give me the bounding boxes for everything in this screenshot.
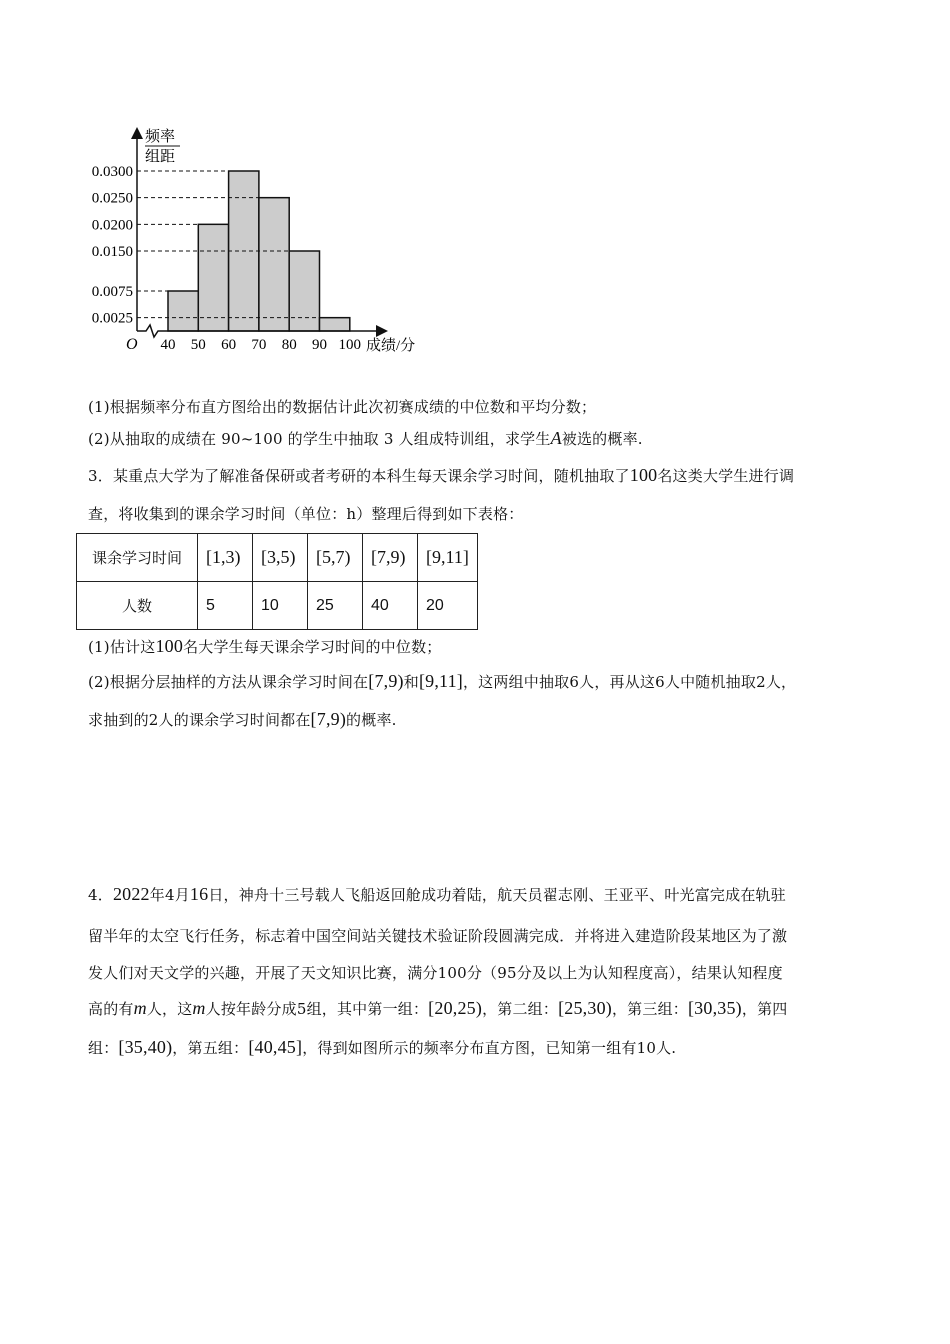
x-tick-label: 70 xyxy=(251,337,267,353)
x-tick-label: 60 xyxy=(221,337,237,353)
row-header: 人数 xyxy=(77,582,198,630)
y-axis-label-numerator: 频率 xyxy=(145,129,176,145)
study-time-table xyxy=(76,533,478,630)
table-row-intervals: 课余学习时间 [1,3) [3,5) [5,7) [7,9) [9,11] xyxy=(77,534,478,582)
q3-part2-line2: 求抽到的2人的课余学习时间都在[7,9)的概率. xyxy=(88,709,397,729)
frequency-histogram xyxy=(0,0,950,370)
y-tick-label: 0.0300 xyxy=(91,164,133,180)
histogram-bar xyxy=(259,198,289,331)
q4-line5: 组：[35,40)，第五组：[40,45]，得到如图所示的频率分布直方图，已知第一组有10人. xyxy=(88,1037,677,1057)
q4-line3: 发人们对天文学的兴趣，开展了天文知识比赛，满分100分（95分及以上为认知程度高），结果认知程度 xyxy=(88,964,783,982)
q4-line1: 4．2022年4月16日，神舟十三号载人飞船返回舱成功着陆，航天员翟志刚、王亚平、叶光富完成在轨驻 xyxy=(88,884,786,904)
x-tick-label: 40 xyxy=(160,337,176,353)
q3-intro-line1: 3．某重点大学为了解准备保研或者考研的本科生每天课余学习时间，随机抽取了100名这类大学生进行调 xyxy=(88,465,795,485)
y-axis-label-denominator: 组距 xyxy=(145,149,176,165)
y-tick-label: 0.0200 xyxy=(91,217,133,234)
q4-line4: 高的有m人，这m人按年龄分成5组，其中第一组：[20,25)，第二组：[25,30)，第三组：[30,35)，第四 xyxy=(88,998,788,1018)
variable-A: A xyxy=(550,428,562,448)
histogram-bar xyxy=(320,318,350,331)
table-row-counts: 人数 5 10 25 40 20 xyxy=(77,582,478,630)
x-tick-label: 100 xyxy=(338,337,362,353)
x-tick-label: 80 xyxy=(281,337,297,353)
q3-intro-line2: 查，将收集到的课余学习时间（单位：h）整理后得到如下表格： xyxy=(88,505,524,523)
x-tick-label: 50 xyxy=(190,337,206,353)
q2-part2: (2)从抽取的成绩在 90~100 的学生中抽取 3 人组成特训组，求学生A被选的概率. xyxy=(88,428,643,448)
q4-line2: 留半年的太空飞行任务，标志着中国空间站关键技术验证阶段圆满完成．并将进入建造阶段某地区为了激 xyxy=(88,927,788,945)
x-tick-label: 90 xyxy=(312,337,327,353)
origin-label: O xyxy=(126,336,138,353)
x-tick-labels xyxy=(161,337,362,353)
histogram-bar xyxy=(289,251,319,331)
y-tick-label: 0.0150 xyxy=(91,244,133,260)
y-tick-labels xyxy=(92,164,133,327)
y-tick-label: 0.0075 xyxy=(91,284,133,300)
q3-part1: (1)估计这100名大学生每天课余学习时间的中位数； xyxy=(88,636,442,656)
x-axis-label: 成绩/分 xyxy=(366,338,416,354)
y-tick-label: 0.0025 xyxy=(91,310,133,327)
histogram-bar xyxy=(198,224,228,331)
row-header: 课余学习时间 xyxy=(77,534,198,582)
histogram-bar xyxy=(168,291,198,331)
q2-part1: (1)根据频率分布直方图给出的数据估计此次初赛成绩的中位数和平均分数； xyxy=(88,398,597,416)
q3-part2-line1: (2)根据分层抽样的方法从课余学习时间在[7,9)和[9,11]，这两组中抽取6人，再从这6人中随机抽取2人， xyxy=(88,671,797,691)
y-tick-label: 0.0250 xyxy=(91,190,133,207)
